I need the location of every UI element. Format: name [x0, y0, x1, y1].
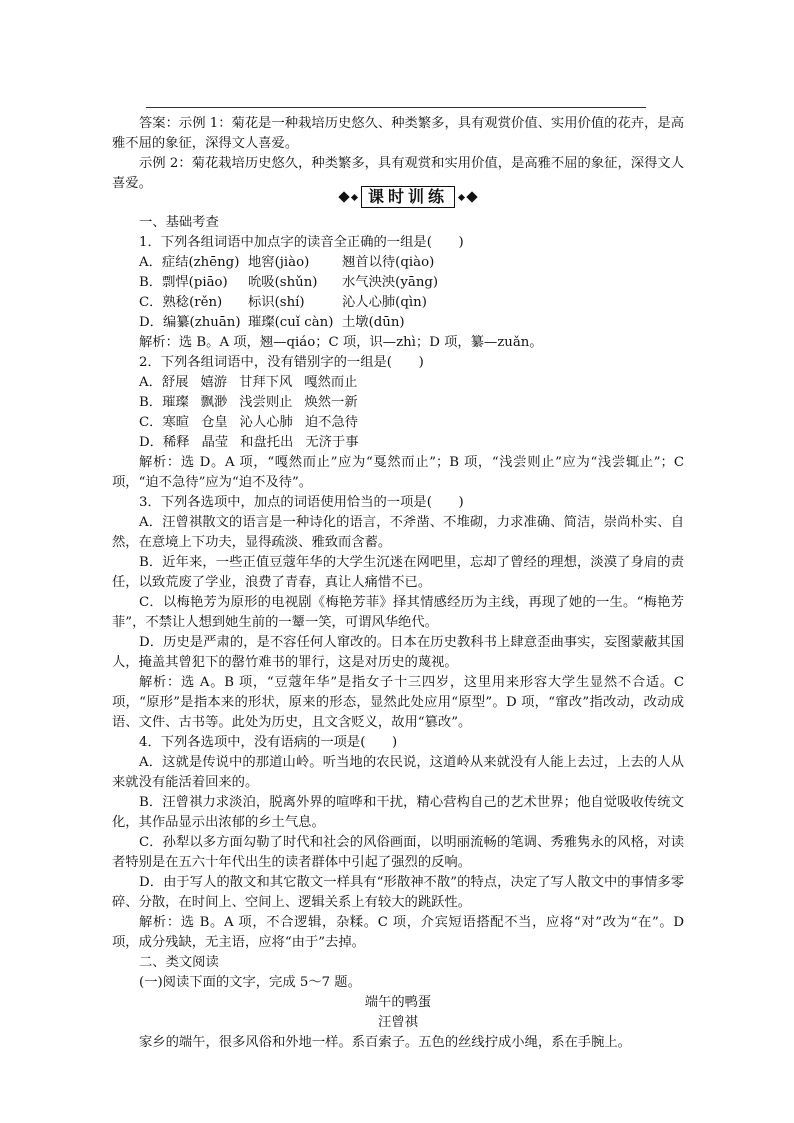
- q1-option-cell: 土墩(dūn): [342, 315, 405, 330]
- q1-option-row: [112, 273, 684, 293]
- q2-option-row: [112, 433, 684, 453]
- q4-option-a: A．这就是传说中的那道山岭。听当地的农民说，这道岭从来就没有人能上去过，上去的人从来就没有能活着回来的。: [112, 755, 684, 790]
- section-banner: [326, 186, 490, 208]
- exercise-body: [112, 213, 684, 1053]
- q2-option-cell: 仓皇: [201, 415, 228, 430]
- section2-instruction: (一)阅读下面的文字，完成 5～7 题。: [139, 975, 361, 990]
- q2-option-cell: 和盘托出: [240, 435, 294, 450]
- q2-option-cell: 沁人心肺: [239, 415, 293, 430]
- q3-option-c: C．以梅艳芳为原形的电视剧《梅艳芳菲》择其情感经历为主线，再现了她的一生。“梅艳芳菲”，不禁让人想到她生前的一颦一笑，可谓风华绝代。: [112, 595, 684, 630]
- q4-stem: 4．下列各选项中，没有语病的一项是( ): [139, 735, 398, 750]
- q1-option-cell: 水气泱泱(yāng): [342, 275, 439, 290]
- q4-option-b: B．汪曾祺力求淡泊，脱离外界的喧哗和干扰，精心营构自己的艺术世界；他自觉吸收传统文化，其作品显示出浓郁的乡土气息。: [112, 795, 684, 830]
- q3-option-d: D．历史是严肃的，是不容任何人窜改的。日本在历史教科书上肆意歪曲事实，妄图蒙蔽其国人，掩盖其曾犯下的罄竹难书的罪行，这是对历史的蔑视。: [112, 635, 684, 670]
- q2-option-cell: 飘渺: [200, 395, 228, 410]
- q1-option-cell: 地窖(jiào): [248, 255, 310, 270]
- answer-example-2: 示例 2：菊花栽培历史悠久，种类繁多，具有观赏和实用价值，是高雅不屈的象征，深得文人喜爱。: [112, 156, 684, 191]
- q3-option-b: B．近年来，一些正值豆蔻年华的大学生沉迷在网吧里，忘却了曾经的理想，淡漠了身肩的责任，以致荒废了学业，浪费了青春，真让人痛惜不已。: [112, 555, 684, 590]
- q1-option-cell: A．症结(zhēng): [139, 255, 240, 270]
- q2-analysis: 解析：选 D。A 项，“嘎然而止”应为“戛然而止”；B 项，“浅尝则止”应为“浅尝辄止”；C 项，“迫不急待”应为“迫不及待”。: [112, 455, 684, 490]
- q1-option-cell: D．编纂(zhuān): [139, 315, 241, 330]
- q2-option-row: [112, 393, 684, 413]
- q4-option-c: C．孙犁以多方面勾勒了时代和社会的风俗画面，以明丽流畅的笔调、秀雅隽永的风格，对读者特别是在五六十年代出生的读者群体中引起了强烈的反响。: [112, 835, 684, 870]
- q3-option-a: A．汪曾祺散文的语言是一种诗化的语言，不斧凿、不堆砌，力求准确、简洁，崇尚朴实、自然，在意境上下功夫，显得疏淡、雅致而含蓄。: [112, 515, 684, 550]
- q2-option-cell: 浅尝则止: [239, 395, 293, 410]
- q2-option-cell: 晶莹: [201, 435, 229, 450]
- q2-option-cell: C．寒暄: [139, 415, 190, 430]
- q1-option-cell: 沁人心肺(qìn): [342, 295, 427, 310]
- q2-option-cell: 嘎然而止: [304, 375, 358, 390]
- q2-option-cell: 无济于事: [305, 435, 359, 450]
- article-first-paragraph: 家乡的端午，很多风俗和外地一样。系百索子。五色的丝线拧成小绳，系在手腕上。: [139, 1035, 631, 1050]
- q2-option-row: [112, 373, 684, 393]
- diamond-icon: [466, 191, 477, 202]
- q4-analysis: 解析：选 B。A 项，不合逻辑，杂糅。C 项，介宾短语搭配不当，应将“对”改为“在”。D 项，成分残缺，无主语，应将“由于”去掉。: [112, 915, 684, 950]
- diamond-icon: [458, 193, 465, 200]
- q4-option-d: D．由于写人的散文和其它散文一样具有“形散神不散”的特点，决定了写人散文中的事情多零碎、分散，在时间上、空间上、逻辑关系上有较大的跳跃性。: [112, 875, 684, 910]
- q2-option-cell: B．璀璨: [139, 395, 189, 410]
- article-author: 汪曾祺: [378, 1015, 418, 1030]
- q1-option-row: [112, 313, 684, 333]
- article-title: 端午的鸭蛋: [364, 995, 432, 1010]
- q1-option-cell: B．剽悍(piāo): [139, 275, 228, 290]
- answer-block: [112, 114, 684, 194]
- section2-heading: 二、类文阅读: [139, 955, 219, 970]
- banner-title: 课时训练: [361, 186, 455, 208]
- q1-option-row: [112, 293, 684, 313]
- q2-option-cell: 嬉游: [200, 375, 228, 390]
- q1-option-cell: 璀璨(cuǐ càn): [248, 315, 334, 330]
- q1-option-cell: C．熟稔(rěn): [139, 295, 223, 310]
- q1-stem: 1．下列各组词语中加点字的读音全正确的一组是( ): [139, 235, 464, 250]
- section1-heading: 一、基础考查: [139, 215, 219, 230]
- q2-option-cell: 甘拜下风: [239, 375, 293, 390]
- q2-option-cell: D．稀释: [139, 435, 190, 450]
- answer-example-1: 答案：示例 1：菊花是一种栽培历史悠久、种类繁多，具有观赏价值、实用价值的花卉，是高雅不屈的象征，深得文人喜爱。: [112, 116, 684, 151]
- q2-option-cell: 焕然一新: [304, 395, 358, 410]
- q2-option-cell: 迫不急待: [304, 415, 359, 430]
- q2-option-cell: A．舒展: [139, 375, 189, 390]
- diamond-icon: [338, 191, 349, 202]
- q1-option-row: [112, 253, 684, 273]
- q3-analysis: 解析：选 A。B 项，“豆蔻年华”是指女子十三四岁，这里用来形容大学生显然不合适。C 项，“原形”是指本来的形状，原来的形态，显然此处应用“原型”。D 项，“窜改”指改动，改动成语、文件、古书等。此处为历史，且文含贬义，故用“篡改”。: [112, 675, 684, 730]
- q1-option-cell: 标识(shí): [248, 295, 305, 310]
- q2-option-row: [112, 413, 684, 433]
- q1-analysis: 解析：选 B。A 项，翘—qiáo；C 项，识—zhì；D 项，纂—zuǎn。: [139, 335, 543, 350]
- q1-option-cell: 吮吸(shǔn): [248, 275, 318, 290]
- top-rule: [146, 107, 646, 108]
- q3-stem: 3．下列各选项中，加点的词语使用恰当的一项是( ): [139, 495, 464, 510]
- q1-option-cell: 翘首以待(qiào): [342, 255, 435, 270]
- diamond-icon: [351, 193, 358, 200]
- q2-stem: 2．下列各组词语中，没有错别字的一组是( ): [139, 355, 424, 370]
